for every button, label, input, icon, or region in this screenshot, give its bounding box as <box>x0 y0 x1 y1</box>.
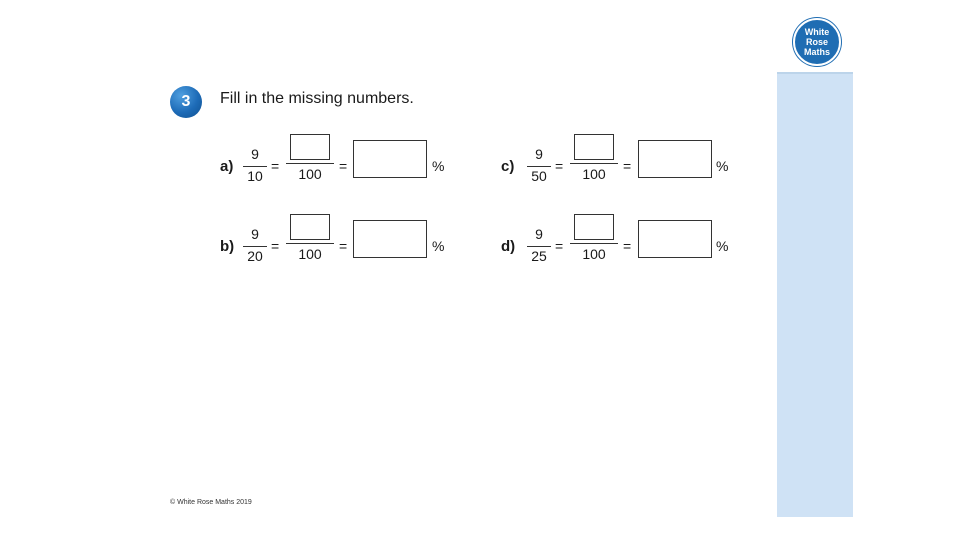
fraction-bar <box>286 163 334 164</box>
missing-numerator-box[interactable] <box>290 214 330 240</box>
equals-sign: = <box>555 158 564 174</box>
sidebar-logo-area <box>777 0 853 74</box>
problem-label: a) <box>220 158 234 175</box>
equals-sign: = <box>271 158 280 174</box>
denominator: 10 <box>247 168 263 184</box>
missing-percentage-box[interactable] <box>638 140 712 178</box>
denominator: 50 <box>531 168 547 184</box>
missing-percentage-box[interactable] <box>353 220 427 258</box>
fraction-bar <box>243 246 267 247</box>
question-number-badge <box>170 86 202 118</box>
problem-label: c) <box>501 158 515 175</box>
numerator: 9 <box>535 146 543 162</box>
denominator: 100 <box>582 246 606 262</box>
fraction-bar <box>570 243 618 244</box>
denominator: 20 <box>247 248 263 264</box>
sidebar-panel <box>777 0 853 517</box>
fraction-bar <box>527 246 551 247</box>
equals-sign: = <box>339 238 348 254</box>
denominator: 100 <box>582 166 606 182</box>
white-rose-maths-logo <box>793 18 841 66</box>
fraction-bar <box>286 243 334 244</box>
equals-sign: = <box>271 238 280 254</box>
question-instruction: Fill in the missing numbers. <box>220 90 414 107</box>
equals-sign: = <box>555 238 564 254</box>
numerator: 9 <box>251 226 259 242</box>
logo-line-2: Rose <box>805 37 828 47</box>
percent-sign: % <box>432 238 445 254</box>
copyright-footer: © White Rose Maths 2019 <box>170 499 252 506</box>
numerator: 9 <box>251 146 259 162</box>
missing-numerator-box[interactable] <box>574 214 614 240</box>
fraction-bar <box>527 166 551 167</box>
question-number: 3 <box>181 93 191 110</box>
equals-sign: = <box>623 238 632 254</box>
missing-percentage-box[interactable] <box>353 140 427 178</box>
problem-d <box>501 226 761 276</box>
missing-numerator-box[interactable] <box>574 134 614 160</box>
logo-line-3: Maths <box>803 47 830 57</box>
equals-sign: = <box>339 158 348 174</box>
percent-sign: % <box>716 238 729 254</box>
percent-sign: % <box>716 158 729 174</box>
missing-numerator-box[interactable] <box>290 134 330 160</box>
problem-a <box>220 146 480 196</box>
problem-c <box>501 146 761 196</box>
logo-line-1: White <box>804 27 830 37</box>
fraction-bar <box>243 166 267 167</box>
fraction-bar <box>570 163 618 164</box>
denominator: 25 <box>531 248 547 264</box>
denominator: 100 <box>298 166 322 182</box>
problem-b <box>220 226 480 276</box>
problem-label: b) <box>220 238 235 255</box>
percent-sign: % <box>432 158 445 174</box>
numerator: 9 <box>535 226 543 242</box>
denominator: 100 <box>298 246 322 262</box>
equals-sign: = <box>623 158 632 174</box>
missing-percentage-box[interactable] <box>638 220 712 258</box>
problem-label: d) <box>501 238 516 255</box>
